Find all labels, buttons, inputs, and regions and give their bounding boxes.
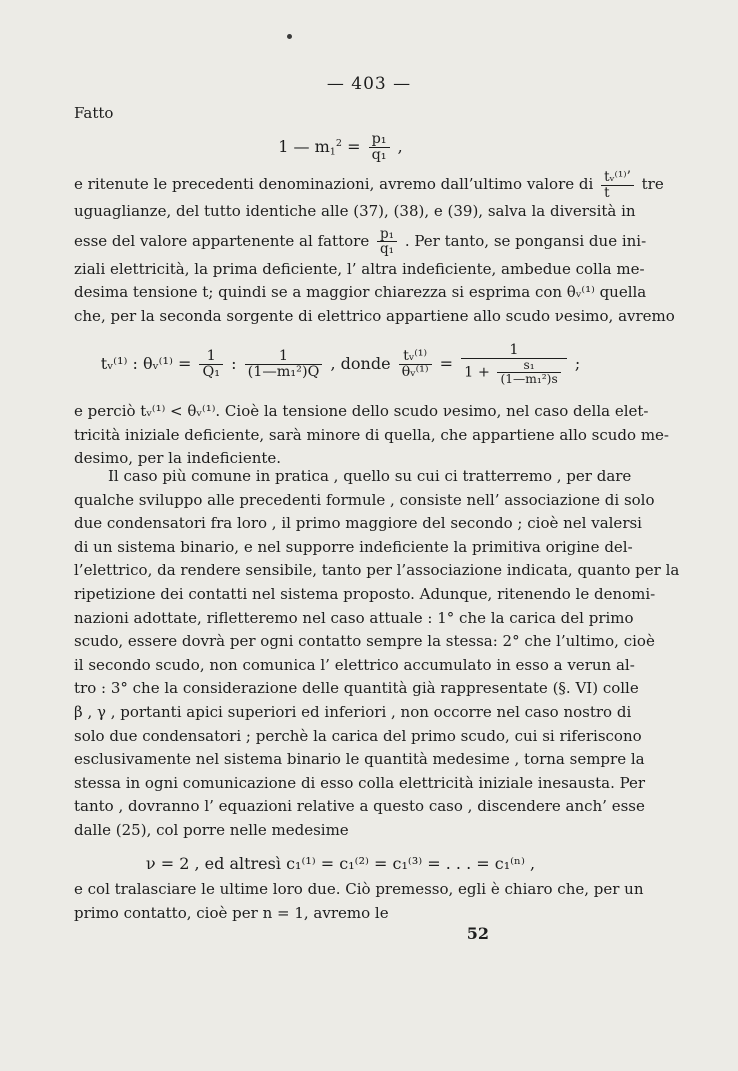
- formula-1-fraction: $\frac{\text{p₁}}{\text{q₁}}$: [369, 132, 390, 163]
- paragraph-3: Il caso più comune in pratica , quello su cui ci tratterremo , per dare qualche sviluppo alle precedenti formule , consiste nell’ associazione di solo due condensatori fra loro , il primo maggiore del secondo ; cioè nel valersi di un sistema binario, e nel supporre indeficiente la primitiva origine del- l’elettrico, da rendere sensibile, tanto per l’associazione indicata, quanto per la ripetizione dei contatti nel sistema proposto. Adunque, ritenendo le denomi- nazioni adottate, rifletteremo nel caso attuale : 1° che la carica del primo scudo, essere dovrà per ogni contatto sempre la stessa: 2° che l’ultimo, cioè il secondo scudo, non comunica l’ elettrico accumulato in esso a verun al- tro : 3° che la considerazione delle quantità già rappresentate (§. VI) colle β , γ , portanti apici superiori ed inferiori , non occorre nel caso nostro di solo due condensatori ; perchè la carica del primo scudo, cui si riferiscono esclusivamente nel sistema binario le quantità medesime , torna sempre la stessa in ogni comunicazione di esso colla elettricità iniziale inesausta. Per tanto , dovranno l’ equazioni relative a questo caso , discendere anch’ esse dalle (25), col porre nelle medesime: [74, 467, 680, 839]
- formula-1-lhs: 1 — m: [278, 136, 330, 156]
- ink-speck: [287, 34, 292, 39]
- signature-mark: 52: [466, 924, 489, 943]
- formula-2: tᵥ⁽¹⁾ : θᵥ⁽¹⁾ = $\frac{1}{\text{Q₁}}$ : $\frac{1}{\text{(1—m₁²)Q}}$ , donde $\frac{\text{tᵥ⁽¹⁾}}{\text{θᵥ⁽¹⁾}}$ = 1 1 + $\frac{\text{s₁}}{\text{(1—m₁²)s}}$ ;: [100, 342, 581, 387]
- paragraph-1: e ritenute le precedenti denominazioni, avremo dall’ultimo valore di $\frac{\text{tᵥ⁽¹⁾’}}{t}$ tre uguaglianze, del tutto identiche alle (37), (38), e (39), salva la diversità in esse del valore appartenente al fattore $\frac{\text{p₁}}{\text{q₁}}$ . Per tanto, se pongansi due ini- ziali elettricità, la prima deficiente, l’ altra indeficiente, ambedue colla me- desima tensione t; quindi se a maggior chiarezza si esprima con θᵥ⁽¹⁾ quella che, per la seconda sorgente di elettrico appartiene allo scudo νesimo, avremo: [74, 169, 675, 325]
- signature-line: [74, 922, 607, 946]
- paragraph-2: e perciò tᵥ⁽¹⁾ < θᵥ⁽¹⁾. Cioè la tensione dello scudo νesimo, nel caso della elet- tricità iniziale deficiente, sarà minore di quella, che appartiene allo scudo me- desimo, per la indeficiente.: [74, 402, 670, 468]
- opening-word: Fatto: [74, 104, 114, 122]
- inline-fraction-p-q: $\frac{\text{p₁}}{\text{q₁}}$: [377, 227, 397, 256]
- formula-3: ν = 2 , ed altresì c₁⁽¹⁾ = c₁⁽²⁾ = c₁⁽³⁾ = . . . = c₁⁽ⁿ⁾ ,: [145, 854, 536, 873]
- inline-fraction-t: $\frac{\text{tᵥ⁽¹⁾’}}{t}$: [601, 170, 634, 199]
- paragraph-4: e col tralasciare le ultime loro due. Ciò premesso, egli è chiaro che, per un primo contatto, cioè per n = 1, avremo le: [74, 880, 644, 922]
- formula-1: 1 — $m_1^2$ = $\frac{\text{p₁}}{\text{q₁}}$ ,: [278, 130, 403, 163]
- page-number: — 403 —: [326, 74, 412, 94]
- nested-fraction: 1 1 + $\frac{\text{s₁}}{\text{(1—m₁²)s}}$: [461, 343, 567, 386]
